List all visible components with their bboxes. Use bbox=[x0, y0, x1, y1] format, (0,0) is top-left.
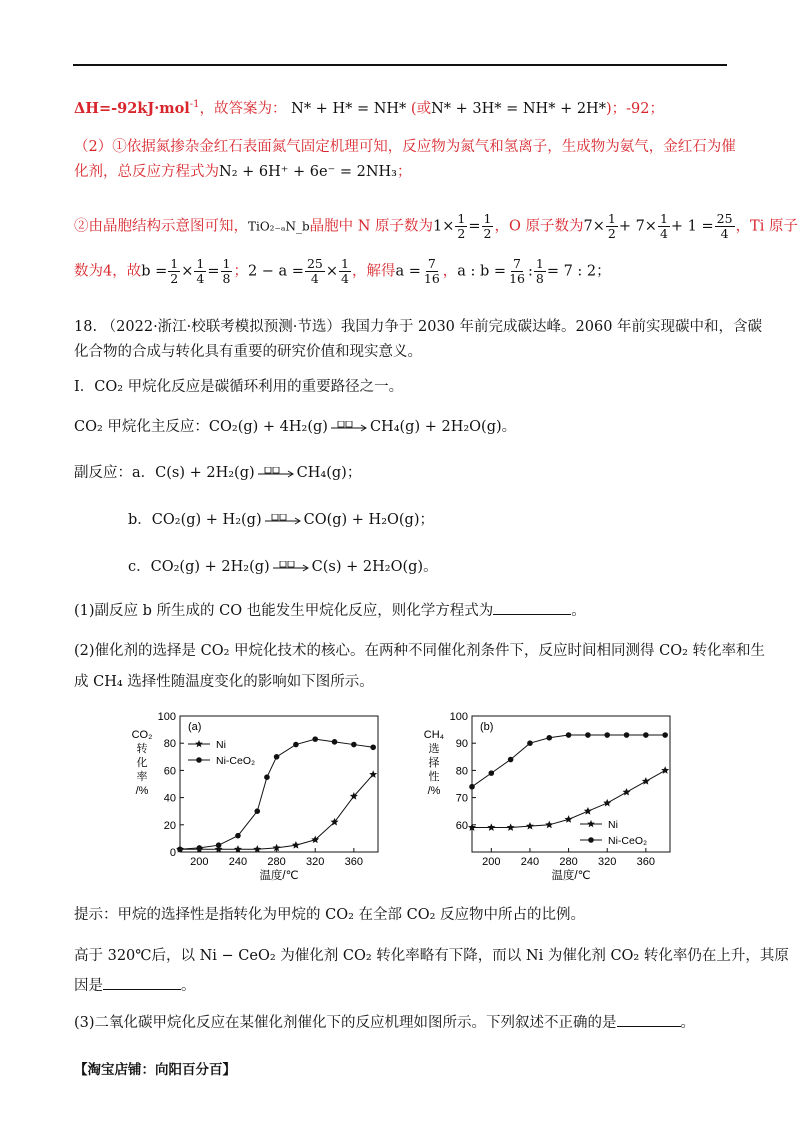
data-point-circle bbox=[197, 845, 203, 851]
frac-1-2d: $\frac{1}{2}$ bbox=[170, 256, 179, 286]
panel-label: (a) bbox=[188, 721, 202, 733]
data-point-circle bbox=[527, 740, 533, 746]
y-tick-label: 0 bbox=[169, 847, 176, 859]
data-point-circle bbox=[274, 754, 280, 760]
data-point-circle bbox=[264, 774, 270, 780]
data-point-star bbox=[545, 821, 553, 829]
ans3-prefix: ②由晶胞结构示意图可知， bbox=[74, 218, 248, 235]
answer-dh-line bbox=[74, 95, 664, 119]
legend-circle-icon bbox=[196, 757, 202, 763]
or-text: (或 bbox=[410, 100, 432, 117]
data-point-star bbox=[603, 799, 611, 807]
y-tick-label: 90 bbox=[455, 738, 468, 751]
side-a-lhs: C(s) + 2H₂(g) bbox=[155, 465, 255, 481]
q2b-end: 。 bbox=[181, 978, 196, 994]
times-sign-2: × bbox=[325, 263, 339, 280]
q3-text: (3)二氧化碳甲烷化反应在某催化剂催化下的反应机理如图所示。下列叙述不正确的是 bbox=[74, 1015, 617, 1031]
frac-1-2: $\frac{1}{2}$ bbox=[457, 211, 466, 241]
data-point-star bbox=[623, 788, 631, 796]
data-point-star bbox=[507, 823, 515, 831]
y-tick-label: 60 bbox=[163, 765, 176, 778]
data-point-star bbox=[565, 815, 573, 823]
question-2-line2: 成 CH₄ 选择性随温度变化的影响如下图所示。 bbox=[74, 674, 374, 690]
b-expr: b = bbox=[141, 263, 168, 280]
main-reaction bbox=[74, 417, 516, 437]
y-axis-label: /% bbox=[427, 785, 441, 797]
catalyst-arrow-icon bbox=[257, 467, 295, 479]
frac-25-4: $\frac{25}{4}$ bbox=[716, 211, 733, 241]
ans3-line2-a: 数为4，故 bbox=[74, 263, 142, 280]
side-reaction-a bbox=[74, 463, 361, 483]
legend-star-icon bbox=[587, 820, 595, 827]
legend-star-icon bbox=[195, 740, 203, 747]
ratio-result: = 7 : 2； bbox=[546, 263, 611, 280]
side-reaction-c bbox=[128, 557, 438, 577]
overall-equation: N₂ + 6H⁺ + 6e⁻ = 2NH₃ bbox=[219, 164, 397, 180]
y-tick-label: 60 bbox=[455, 819, 468, 832]
data-point-circle bbox=[293, 742, 299, 748]
chart-a bbox=[128, 706, 388, 890]
o-expr: 7× bbox=[583, 218, 605, 235]
answer-2-line2 bbox=[74, 162, 411, 182]
data-point-star bbox=[642, 777, 650, 785]
q18-line2: 化合物的合成与转化具有重要的研究价值和现实意义。 bbox=[74, 344, 422, 360]
y-tick-label: 100 bbox=[449, 711, 468, 723]
x-tick-label: 320 bbox=[306, 856, 325, 868]
data-point-circle bbox=[546, 735, 552, 741]
frac-1-2c: $\frac{1}{2}$ bbox=[607, 211, 616, 241]
panel-label: (b) bbox=[480, 721, 494, 733]
chart-b bbox=[420, 706, 680, 890]
y-axis-label: 化 bbox=[136, 757, 148, 769]
n-expr: 1× bbox=[433, 218, 455, 235]
x-tick-label: 200 bbox=[190, 856, 209, 868]
frac-7-16b: $\frac{7}{16}$ bbox=[509, 256, 525, 286]
y-tick-label: 40 bbox=[163, 792, 176, 805]
answer-tail: )；-92； bbox=[605, 100, 664, 117]
x-tick-label: 200 bbox=[482, 856, 501, 868]
dh-exp: -1 bbox=[189, 99, 200, 110]
series-line-ni-ceo2 bbox=[472, 735, 665, 787]
question-2b-line1: 高于 320℃后，以 Ni − CeO₂ 为催化剂 CO₂ 转化率略有下降，而以 Ni 为催化剂 CO₂ 转化率仍在上升，其原 bbox=[74, 948, 789, 964]
ratio-prefix: a : b = bbox=[457, 263, 507, 280]
ans3-mid3: ，Ti 原子 bbox=[735, 218, 798, 235]
header-rule bbox=[73, 64, 727, 66]
data-point-circle bbox=[508, 757, 514, 763]
x-tick-label: 360 bbox=[636, 856, 656, 868]
x-tick-label: 320 bbox=[598, 856, 617, 868]
comma: ， bbox=[442, 263, 458, 280]
legend-label: Ni bbox=[216, 739, 226, 751]
y-axis-label: /% bbox=[135, 785, 149, 797]
ans3-mid1: 晶胞中 N 原子数为 bbox=[309, 218, 434, 235]
x-tick-label: 280 bbox=[267, 856, 286, 868]
side-c-lhs: CO₂(g) + 2H₂(g) bbox=[150, 559, 270, 575]
answer-blank-3[interactable] bbox=[617, 1012, 681, 1027]
semi: ； bbox=[233, 263, 248, 280]
data-point-circle bbox=[312, 736, 318, 742]
frac-1-8: $\frac{1}{8}$ bbox=[222, 256, 231, 286]
data-point-circle bbox=[370, 744, 376, 750]
answer-2-suffix: ； bbox=[396, 164, 412, 180]
frac-1-4: $\frac{1}{4}$ bbox=[659, 211, 668, 241]
q1-end: 。 bbox=[571, 603, 586, 619]
main-lhs: CO₂(g) + 4H₂(g) bbox=[208, 419, 328, 435]
data-point-circle bbox=[254, 808, 260, 814]
tio2-formula: TiO₂₋ₐN_b bbox=[248, 219, 310, 234]
catalyst-arrow-icon bbox=[330, 421, 368, 433]
y-tick-label: 80 bbox=[163, 738, 176, 751]
o-plus2: + 1 = bbox=[670, 218, 714, 235]
frac-1-8b: $\frac{1}{8}$ bbox=[535, 256, 544, 286]
answer-3-line1: ②由晶胞结构示意图可知，TiO₂₋ₐN_b晶胞中 N 原子数为1× $\frac{1}{2}$ = $\frac{1}{2}$ ，O 原子数为7× $\frac{1}{2}$ + 7× $\frac{1}{4}$ + 1 = $\frac{25}{4}$ ，Ti 原子 bbox=[74, 211, 798, 241]
x-tick-label: 240 bbox=[520, 856, 540, 868]
y-axis-label: 率 bbox=[136, 771, 148, 783]
main-label: CO₂ 甲烷化主反应： bbox=[74, 419, 209, 435]
ratio-colon: : bbox=[527, 263, 533, 280]
side-b-end: ； bbox=[419, 512, 434, 528]
data-point-star bbox=[292, 841, 300, 849]
q18-line1: 18. （2022·浙江·校联考模拟预测·节选）我国力争于 2030 年前完成碳达峰。2060 年前实现碳中和，含碳 bbox=[74, 319, 763, 335]
data-point-circle bbox=[177, 846, 183, 852]
two-minus-a: 2 − a = bbox=[247, 263, 304, 280]
side-a-rhs: CH₄(g) bbox=[296, 465, 347, 481]
eq-nh-2: N* + 3H* = NH* + 2H* bbox=[431, 100, 606, 117]
question-1 bbox=[74, 600, 586, 621]
data-point-circle bbox=[643, 732, 649, 738]
x-axis-label: 温度/℃ bbox=[551, 870, 591, 882]
side-b-rhs: CO(g) + H₂O(g) bbox=[303, 512, 420, 528]
y-tick-label: 100 bbox=[157, 711, 176, 723]
data-point-circle bbox=[662, 732, 668, 738]
frac-25-4b: $\frac{25}{4}$ bbox=[306, 256, 323, 286]
answer-2-line1: （2）①依据氮掺杂金红石表面氮气固定机理可知，反应物为氮气和氢离子，生成物为氨气，金红石为催 bbox=[74, 139, 736, 155]
o-plus: + 7× bbox=[618, 218, 657, 235]
side-b-lhs: CO₂(g) + H₂(g) bbox=[151, 512, 262, 528]
data-point-star bbox=[526, 822, 534, 830]
data-point-star bbox=[661, 766, 669, 774]
hint-line: 提示：甲烷的选择性是指转化为甲烷的 CO₂ 在全部 CO₂ 反应物中所占的比例。 bbox=[74, 907, 586, 923]
data-point-circle bbox=[566, 732, 572, 738]
y-tick-label: 80 bbox=[455, 765, 468, 778]
main-rhs: CH₄(g) + 2H₂O(g) bbox=[369, 419, 502, 435]
side-a-end: ； bbox=[346, 465, 362, 481]
main-end: 。 bbox=[501, 419, 517, 435]
catalyst-arrow-icon bbox=[272, 561, 310, 573]
side-c-end: 。 bbox=[423, 559, 438, 575]
section-1-title: Ⅰ．CO₂ 甲烷化反应是碳循环利用的重要路径之一。 bbox=[74, 379, 404, 395]
so-answer: ，故答案为： bbox=[199, 100, 287, 117]
data-point-star bbox=[584, 807, 592, 815]
y-axis-label: CH₄ bbox=[423, 729, 445, 741]
question-2-line1: (2)催化剂的选择是 CO₂ 甲烷化技术的核心。在两种不同催化剂条件下，反应时间相同测得 CO₂ 转化率和生 bbox=[74, 643, 766, 659]
catalyst-arrow-icon bbox=[264, 514, 302, 526]
y-tick-label: 70 bbox=[455, 792, 468, 805]
footer-shop: 【淘宝店铺：向阳百分百】 bbox=[74, 1062, 236, 1078]
eq-nh-1: N* + H* = NH* bbox=[291, 100, 407, 117]
x-axis-label: 温度/℃ bbox=[259, 870, 299, 882]
q3-end: 。 bbox=[680, 1015, 696, 1031]
data-point-circle bbox=[604, 732, 610, 738]
plot-frame bbox=[180, 716, 378, 852]
y-axis-label: 性 bbox=[428, 771, 440, 783]
data-point-circle bbox=[489, 770, 495, 776]
answer-blank-1[interactable] bbox=[493, 600, 571, 615]
data-point-circle bbox=[332, 739, 338, 745]
legend-label: Ni-CeO₂ bbox=[216, 755, 256, 767]
x-tick-label: 280 bbox=[559, 856, 578, 868]
legend-circle-icon bbox=[588, 837, 594, 843]
frac-7-16: $\frac{7}{16}$ bbox=[423, 256, 440, 286]
answer-blank-2[interactable] bbox=[103, 975, 181, 990]
data-point-star bbox=[369, 770, 377, 778]
series-line-ni bbox=[180, 774, 373, 849]
side-label: 副反应：a． bbox=[74, 465, 156, 481]
frac-1-2b: $\frac{1}{2}$ bbox=[483, 211, 492, 241]
side-reaction-b bbox=[128, 510, 434, 530]
eq-sign: = bbox=[207, 263, 220, 280]
y-axis-label: 择 bbox=[428, 757, 440, 769]
data-point-star bbox=[487, 823, 495, 831]
data-point-circle bbox=[235, 833, 241, 839]
side-c-label: c． bbox=[128, 559, 151, 575]
legend-label: Ni-CeO₂ bbox=[608, 835, 648, 847]
question-3 bbox=[74, 1012, 695, 1033]
y-axis-label: CO₂ bbox=[131, 729, 153, 741]
data-point-circle bbox=[585, 732, 591, 738]
y-tick-label: 20 bbox=[163, 819, 176, 832]
data-point-circle bbox=[469, 784, 475, 790]
solve-text: ，解得 bbox=[351, 263, 396, 280]
y-axis-label: 转 bbox=[136, 743, 148, 755]
frac-1-4c: $\frac{1}{4}$ bbox=[341, 256, 349, 286]
q2b-prefix: 因是 bbox=[74, 978, 103, 994]
side-c-rhs: C(s) + 2H₂O(g) bbox=[311, 559, 424, 575]
dh-text: ΔH=-92kJ·mol bbox=[74, 99, 190, 117]
question-2b-line2 bbox=[74, 975, 196, 996]
frac-1-4b: $\frac{1}{4}$ bbox=[196, 256, 205, 286]
y-axis-label: 选 bbox=[428, 743, 440, 755]
ans3-mid2: ，O 原子数为 bbox=[494, 218, 584, 235]
data-point-circle bbox=[216, 842, 222, 848]
q1-text: (1)副反应 b 所生成的 CO 也能发生甲烷化反应，则化学方程式为 bbox=[74, 603, 494, 619]
x-tick-label: 240 bbox=[228, 856, 248, 868]
data-point-circle bbox=[624, 732, 630, 738]
a-eq: a = bbox=[395, 263, 421, 280]
answer-2-prefix: 化剂，总反应方程式为 bbox=[74, 164, 219, 180]
times-sign: × bbox=[181, 263, 194, 280]
side-b-label: b． bbox=[128, 512, 152, 528]
data-point-circle bbox=[351, 742, 357, 748]
answer-3-line2 bbox=[74, 257, 611, 286]
x-tick-label: 360 bbox=[344, 856, 364, 868]
legend-label: Ni bbox=[608, 819, 618, 831]
